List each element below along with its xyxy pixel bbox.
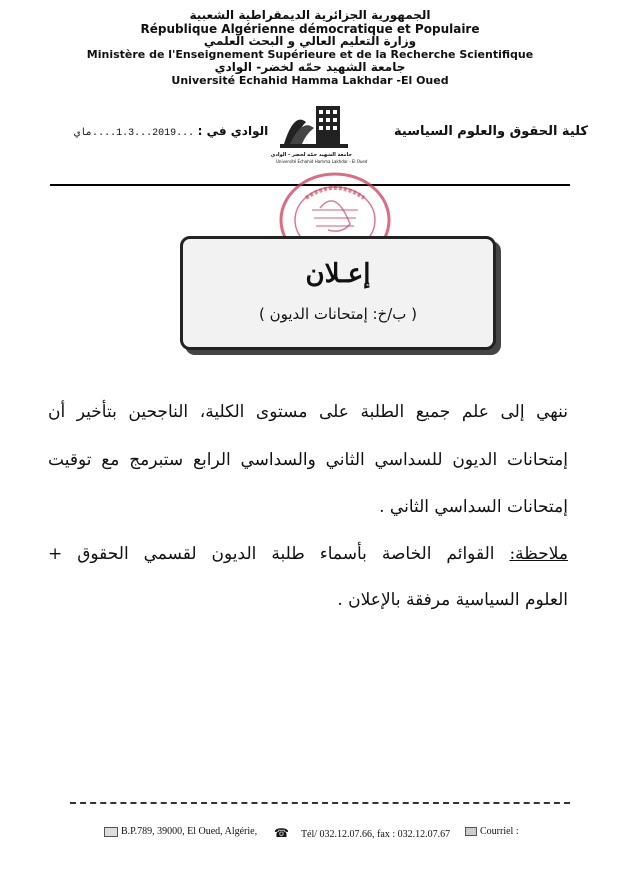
announcement-title: إعـلان	[305, 259, 371, 289]
logo-caption-ar: جامعة الشهيد حمّه لخضر - الوادي	[270, 152, 352, 158]
logo-caption-fr: Université Echahid Hamma Lakhdar - El Oued	[276, 159, 368, 164]
note-label: ملاحظة:	[509, 544, 568, 564]
logo-graphic	[276, 100, 352, 152]
university-ar: جامعة الشهيد حمّه لخضر- الوادي	[214, 60, 406, 74]
note-line-1	[48, 544, 568, 564]
note-line-2: العلوم السياسية مرفقة بالإعلان .	[337, 590, 568, 610]
address-text: B.P.789, 39000, El Oued, Algérie,	[121, 826, 258, 837]
date-label: الوادي في :	[197, 124, 269, 138]
announcement-box	[180, 236, 496, 350]
body-line-3: إمتحانات السداسي الثاني .	[379, 497, 568, 517]
envelope-icon	[104, 827, 118, 837]
university-logo	[270, 100, 368, 170]
date-value: ...2019...1.3....ماي	[74, 128, 195, 139]
republic-fr: République Algérienne démocratique et Populaire	[140, 22, 480, 36]
mail-icon	[465, 827, 477, 836]
footer-divider	[70, 802, 570, 804]
note-text-1: القوائم الخاصة بأسماء طلبة الديون لقسمي الحقوق +	[48, 544, 495, 564]
body-line-2: إمتحانات الديون للسداسي الثاني والسداسي الرابع ستبرمج مع توقيت	[48, 450, 568, 470]
university-fr: Université Echahid Hamma Lakhdar -El Oued	[171, 74, 449, 87]
faculty-name: كلية الحقوق والعلوم السياسية	[394, 124, 588, 139]
phone-text: Tél/ 032.12.07.66, fax : 032.12.07.67	[300, 829, 451, 840]
body-line-1: ننهي إلى علم جميع الطلبة على مستوى الكلية، الناجحين بتأخير أن	[48, 402, 568, 422]
footer-phone	[274, 826, 450, 841]
republic-ar: الجمهورية الجزائرية الديمقراطية الشعبية	[189, 8, 431, 22]
date-line	[74, 124, 268, 139]
footer-address	[104, 826, 257, 837]
phone-icon: ☎	[274, 826, 289, 840]
email-label: Courriel :	[480, 826, 519, 837]
announcement-subtitle: ( ب/خ: إمتحانات الديون )	[258, 305, 418, 323]
ministry-ar: وزارة التعليم العالي و البحث العلمي	[203, 34, 417, 48]
ministry-fr: Ministère de l'Enseignement Supérieure et de la Recherche Scientifique	[86, 48, 534, 61]
footer-email	[465, 826, 519, 837]
